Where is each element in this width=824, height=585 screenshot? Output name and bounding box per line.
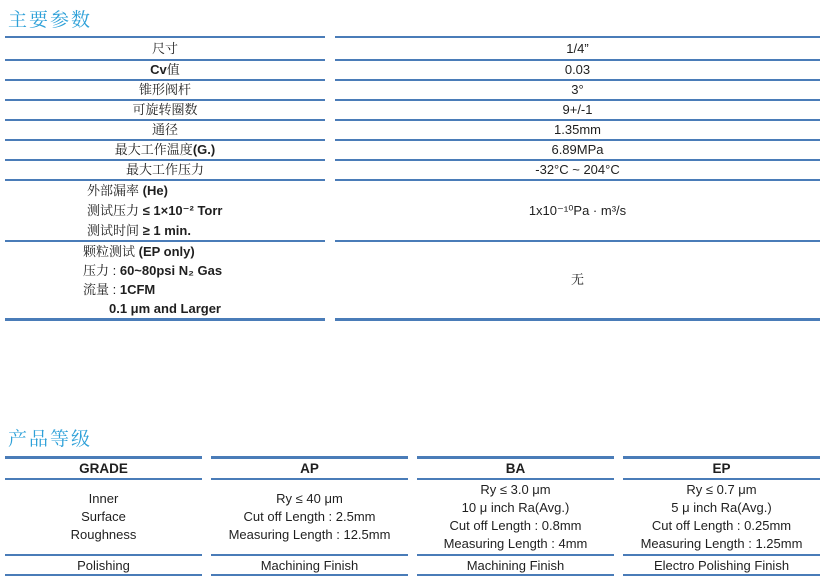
param-value-cell <box>335 179 820 241</box>
body-line: 5 μ inch Ra(Avg.) <box>671 500 772 515</box>
main-parameters-table <box>5 36 820 318</box>
column-header <box>417 456 614 480</box>
column-body <box>623 480 820 554</box>
body-line: Roughness <box>70 527 137 542</box>
particle-label: 颗粒测试 <box>83 244 139 259</box>
particle-label: 压力 : <box>83 263 120 278</box>
param-label: 最大工作压力 <box>125 162 204 177</box>
column-header-label: GRADE <box>79 461 128 476</box>
param-label-cell <box>5 59 325 79</box>
section-title-main-parameters: 主要参数 <box>8 10 93 31</box>
leak-line-2 <box>87 201 223 221</box>
particle-label-bold: (EP only) <box>138 244 195 259</box>
particle-label-bold: 60~80psi N₂ Gas <box>119 263 223 278</box>
leak-label-bold: (He) <box>142 183 168 198</box>
leak-label: 外部漏率 <box>87 183 143 198</box>
column-footer <box>623 554 820 576</box>
param-label-cell <box>5 99 325 119</box>
ba-column <box>417 456 614 576</box>
param-label-cell <box>5 179 325 241</box>
body-line: Ry ≤ 3.0 μm <box>480 482 551 497</box>
leak-label-bold: ≥ 1 min. <box>142 223 191 238</box>
column-header-label: AP <box>300 461 319 476</box>
body-line: Cut off Length : 0.8mm <box>449 518 582 533</box>
param-label-cell <box>5 139 325 159</box>
param-value-cell <box>335 36 820 59</box>
column-header-label: EP <box>712 461 731 476</box>
body-line: Ry ≤ 40 μm <box>276 491 343 506</box>
column-body <box>417 480 614 554</box>
param-value: 无 <box>570 272 584 287</box>
product-grade-table <box>5 456 820 576</box>
body-line: 10 μ inch Ra(Avg.) <box>461 500 570 515</box>
param-label: 最大工作温度 <box>114 142 193 157</box>
param-value-cell <box>335 159 820 179</box>
table-row-turns <box>5 99 820 119</box>
param-value: 3° <box>571 82 584 97</box>
body-line: Cut off Length : 0.25mm <box>651 518 792 533</box>
param-label: 通径 <box>151 122 178 137</box>
param-value-cell <box>335 79 820 99</box>
param-value: 0.03 <box>564 62 591 77</box>
param-label-cell <box>5 36 325 59</box>
ap-column <box>211 456 408 576</box>
param-value: 1.35mm <box>554 122 601 137</box>
param-label-cell <box>5 159 325 179</box>
column-footer-label: Machining Finish <box>466 557 565 573</box>
table-row-orifice <box>5 119 820 139</box>
body-line: Measuring Length : 4mm <box>443 536 588 551</box>
param-label-bold: Cv <box>150 62 167 77</box>
param-value: 1/4” <box>566 40 589 56</box>
column-footer-label: Polishing <box>77 557 130 573</box>
particle-label-bold: 1CFM <box>119 282 156 297</box>
table-row-max-pressure <box>5 159 820 179</box>
particle-line-4 <box>109 299 221 318</box>
param-value: 1x10⁻¹⁰Pa · m³/s <box>528 203 627 218</box>
param-label-bold: (G.) <box>192 142 216 157</box>
body-line: Measuring Length : 1.25mm <box>640 536 803 551</box>
leak-label: 测试时间 <box>87 223 143 238</box>
leak-label-bold: ≤ 1×10⁻² Torr <box>142 203 223 218</box>
leak-label: 测试压力 <box>87 203 143 218</box>
section-title-product-grade: 产品等级 <box>8 429 93 450</box>
param-value-cell <box>335 99 820 119</box>
particle-label: 流量 : <box>83 282 120 297</box>
table-row-size <box>5 36 820 59</box>
grade-column <box>5 456 202 576</box>
param-label-post: 值 <box>166 62 180 77</box>
column-footer-label: Electro Polishing Finish <box>653 557 790 573</box>
leak-line-3 <box>87 221 191 241</box>
table-row-stem-taper <box>5 79 820 99</box>
column-header <box>623 456 820 480</box>
param-label: 锥形阀杆 <box>138 82 191 97</box>
table-row-leak-rate <box>5 179 820 240</box>
ep-column <box>623 456 820 576</box>
particle-label-bold: 0.1 μm and Larger <box>109 301 221 316</box>
column-header-label: BA <box>505 461 526 476</box>
param-label-cell <box>5 119 325 139</box>
table-row-particle-test <box>5 240 820 318</box>
particle-line-2 <box>83 261 222 280</box>
column-footer-label: Machining Finish <box>260 557 359 573</box>
particle-line-1 <box>83 242 195 261</box>
leak-line-1 <box>87 181 168 201</box>
column-footer <box>211 554 408 576</box>
column-body <box>5 480 202 554</box>
param-value-cell <box>335 119 820 139</box>
param-value-cell <box>335 240 820 321</box>
body-line: Cut off Length : 2.5mm <box>243 509 376 524</box>
param-label: 尺寸 <box>151 40 178 56</box>
param-label-cell <box>5 240 325 321</box>
param-value-cell <box>335 139 820 159</box>
column-header <box>211 456 408 480</box>
column-header <box>5 456 202 480</box>
param-label-cell <box>5 79 325 99</box>
column-body <box>211 480 408 554</box>
param-value: 9+/-1 <box>562 102 593 117</box>
param-value: -32°C ~ 204°C <box>535 162 620 177</box>
param-label: 可旋转圈数 <box>132 102 198 117</box>
body-line: Inner <box>88 491 119 506</box>
table-row-max-temp <box>5 139 820 159</box>
column-footer <box>417 554 614 576</box>
table-row-cv <box>5 59 820 79</box>
body-line: Surface <box>81 509 126 524</box>
body-line: Ry ≤ 0.7 μm <box>686 482 757 497</box>
body-line: Measuring Length : 12.5mm <box>228 527 391 542</box>
param-value-cell <box>335 59 820 79</box>
param-value: 6.89MPa <box>551 142 604 157</box>
column-footer <box>5 554 202 576</box>
particle-line-3 <box>83 280 155 299</box>
